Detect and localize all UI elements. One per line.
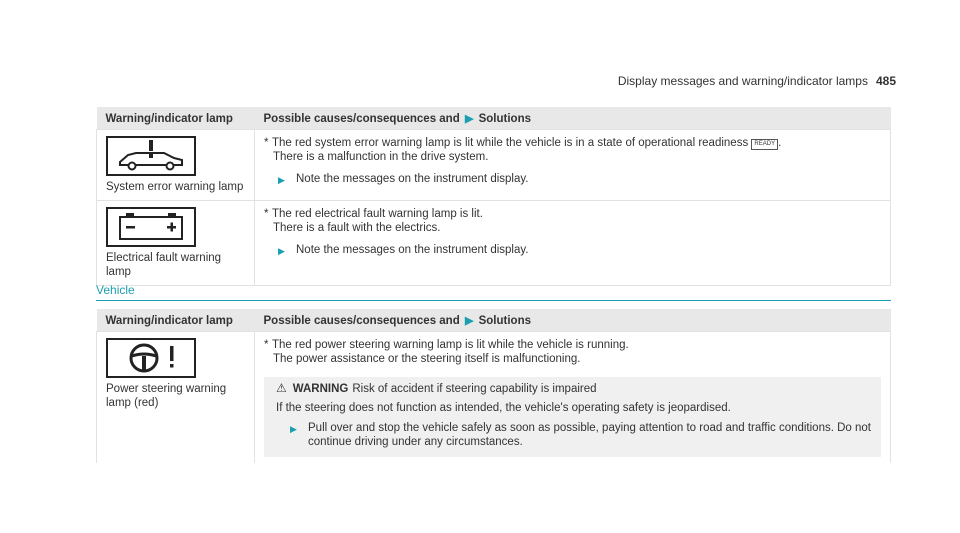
- lamp-label-line2: lamp (red): [106, 397, 159, 409]
- col-header-causes: Possible causes/consequences and ▶ Solutions: [255, 309, 891, 332]
- page-header: [618, 74, 896, 88]
- car-system-error-icon: [106, 136, 196, 176]
- section-title: Vehicle: [96, 283, 891, 301]
- bullet-arrow-icon: ▶: [290, 424, 297, 434]
- lamp-label: Electrical fault warning lamp: [106, 252, 222, 278]
- battery-icon: [106, 207, 196, 247]
- bullet-arrow-icon: ▶: [278, 175, 285, 185]
- lamp-label: System error warning lamp: [106, 181, 244, 193]
- warning-table-1: [96, 107, 891, 286]
- page-number: 485: [875, 74, 896, 88]
- lamp-label: Power steering warning: [106, 383, 227, 395]
- arrow-icon: ▶: [464, 315, 474, 327]
- col-header-lamp: Warning/indicator lamp: [97, 309, 255, 332]
- table-row: System error warning lamp * The red system error warning lamp is lit while the vehicle is in a state of operational readiness READY . There is a malfunction in the drive system. ▶ Note the messages on the instrument display.: [97, 130, 891, 201]
- table-row: Electrical fault warning lamp * The red electrical fault warning lamp is lit. There is a fault with the electrics. ▶ Note the messages on the instrument display.: [97, 201, 891, 286]
- header-title: Display messages and warning/indicator lamps: [617, 74, 868, 88]
- ready-icon: READY: [751, 139, 778, 150]
- col-header-causes: Possible causes/consequences and ▶ Solutions: [255, 107, 891, 130]
- warning-triangle-icon: ⚠: [276, 381, 287, 395]
- warning-table-2: [96, 309, 891, 463]
- warning-box: ⚠ WARNING Risk of accident if steering capability is impaired If the steering does not function as intended, the vehicle's operating safety is jeopardised. ▶ Pull over and stop the vehicle safely as soon as possible, paying attention to road and traffic conditions. Do not continue driving under any circumstances.: [264, 377, 881, 457]
- table-row: Power steering warning lamp (red) * The red power steering warning lamp is lit while the vehicle is running. The power assistance or the steering itself is malfunctioning. ⚠ WARNING Risk of accident if steering capability is impaired If the steering does not function as intended, the vehicle's operating safety is jeopardised. ▶ Pull over and stop the vehicle safely as soon as possible, paying attention to road and traffic conditions. Do not continue driving under any circumstances.: [97, 332, 891, 464]
- bullet-arrow-icon: ▶: [278, 246, 285, 256]
- arrow-icon: ▶: [464, 113, 474, 125]
- col-header-lamp: Warning/indicator lamp: [97, 107, 255, 130]
- steering-wheel-warning-icon: [106, 338, 196, 378]
